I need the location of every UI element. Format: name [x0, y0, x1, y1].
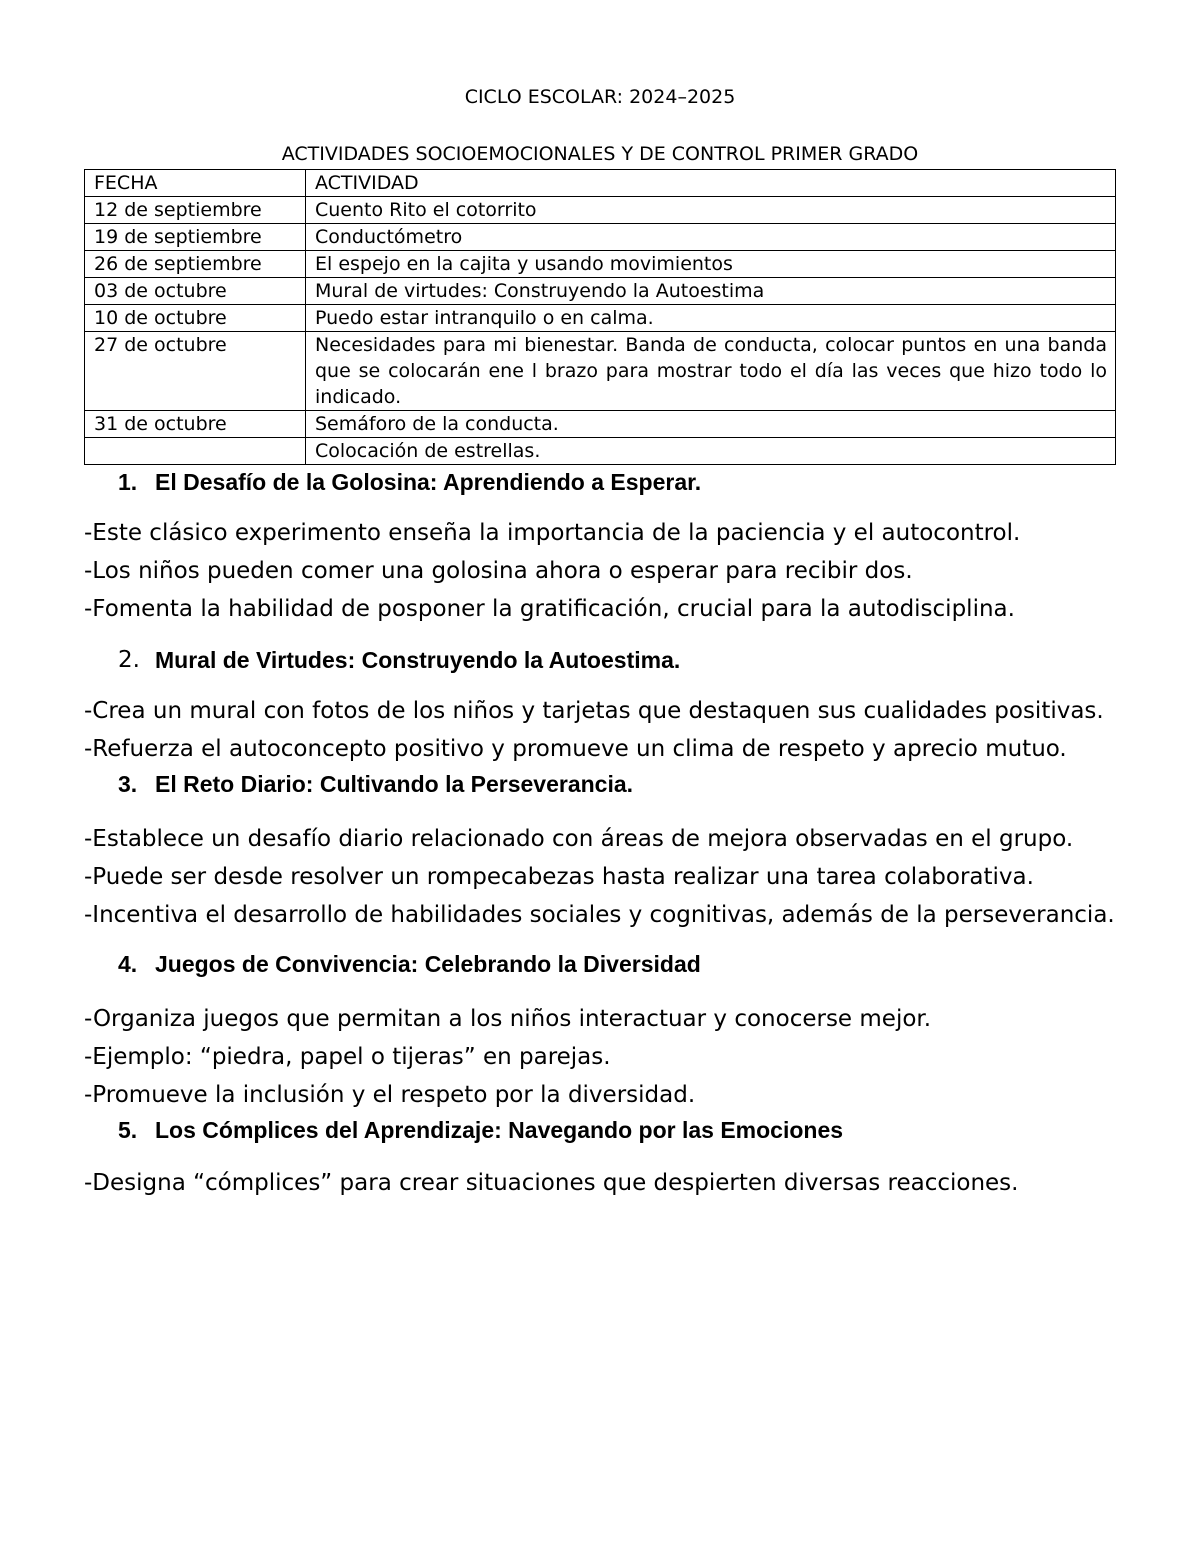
section-paragraph: -Este clásico experimento enseña la importancia de la paciencia y el autocontrol.: [84, 520, 1021, 546]
section-heading: [84, 644, 1124, 676]
section-number: 2.: [118, 647, 140, 673]
date-cell: [85, 438, 306, 465]
activity-sections: [84, 466, 1124, 1202]
activity-cell: Cuento Rito el cotorrito: [306, 197, 1116, 224]
section-heading: [84, 768, 1124, 800]
table-title: ACTIVIDADES SOCIOEMOCIONALES Y DE CONTROL PRIMER GRADO: [281, 143, 919, 165]
table-row: [85, 278, 1116, 305]
date-cell: 31 de octubre: [85, 411, 306, 438]
section-paragraph: -Fomenta la habilidad de posponer la gratificación, crucial para la autodisciplina.: [84, 596, 1015, 622]
activity-cell: El espejo en la cajita y usando movimientos: [306, 251, 1116, 278]
section-paragraph: -Ejemplo: “piedra, papel o tijeras” en parejas.: [84, 1044, 611, 1070]
section-paragraph: -Designa “cómplices” para crear situaciones que despierten diversas reacciones.: [84, 1170, 1019, 1196]
table-row: [85, 411, 1116, 438]
date-cell: 19 de septiembre: [85, 224, 306, 251]
section-title: Mural de Virtudes: Construyendo la Autoestima.: [155, 647, 681, 673]
section-title: Juegos de Convivencia: Celebrando la Diversidad: [155, 951, 701, 977]
column-header-activity: ACTIVIDAD: [306, 170, 1116, 197]
table-row: [85, 332, 1116, 411]
section-heading: [84, 1114, 1124, 1146]
section-heading: [84, 948, 1124, 980]
section-number: 3.: [118, 771, 138, 797]
section-paragraph: -Incentiva el desarrollo de habilidades sociales y cognitivas, además de la perseverancia.: [84, 902, 1115, 928]
section-paragraph: -Crea un mural con fotos de los niños y tarjetas que destaquen sus cualidades positivas.: [84, 698, 1104, 724]
activities-table: [84, 169, 1116, 465]
date-cell: 03 de octubre: [85, 278, 306, 305]
activity-cell: Mural de virtudes: Construyendo la Autoestima: [306, 278, 1116, 305]
section-paragraph: -Refuerza el autoconcepto positivo y promueve un clima de respeto y aprecio mutuo.: [84, 736, 1067, 762]
activity-cell: Colocación de estrellas.: [306, 438, 1116, 465]
column-header-date: FECHA: [85, 170, 306, 197]
section-paragraph: -Los niños pueden comer una golosina ahora o esperar para recibir dos.: [84, 558, 913, 584]
section-heading: [84, 466, 1124, 498]
section-title: El Reto Diario: Cultivando la Perseverancia.: [155, 771, 634, 797]
school-cycle-title: CICLO ESCOLAR: 2024–2025: [464, 86, 736, 108]
date-cell: 10 de octubre: [85, 305, 306, 332]
section-paragraph: -Promueve la inclusión y el respeto por la diversidad.: [84, 1082, 696, 1108]
date-cell: 27 de octubre: [85, 332, 306, 411]
table-row: [85, 224, 1116, 251]
date-cell: 26 de septiembre: [85, 251, 306, 278]
table-row: [85, 197, 1116, 224]
table-row: [85, 251, 1116, 278]
date-cell: 12 de septiembre: [85, 197, 306, 224]
section-number: 4.: [118, 951, 138, 977]
section-number: 1.: [118, 469, 138, 495]
activity-cell: Puedo estar intranquilo o en calma.: [306, 305, 1116, 332]
activity-cell: Semáforo de la conducta.: [306, 411, 1116, 438]
section-paragraph: -Establece un desafío diario relacionado con áreas de mejora observadas en el grupo.: [84, 826, 1074, 852]
section-title: El Desafío de la Golosina: Aprendiendo a Esperar.: [155, 469, 702, 495]
activity-cell: Conductómetro: [306, 224, 1116, 251]
activity-cell: Necesidades para mi bienestar. Banda de conducta, colocar puntos en una banda que se colocarán ene l brazo para mostrar todo el día las veces que hizo todo lo indicado.: [306, 332, 1116, 411]
section-paragraph: -Organiza juegos que permitan a los niños interactuar y conocerse mejor.: [84, 1006, 932, 1032]
section-title: Los Cómplices del Aprendizaje: Navegando por las Emociones: [155, 1117, 844, 1143]
table-header-row: [85, 170, 1116, 197]
table-row: [85, 305, 1116, 332]
table-row: [85, 438, 1116, 465]
section-number: 5.: [118, 1117, 138, 1143]
section-paragraph: -Puede ser desde resolver un rompecabezas hasta realizar una tarea colaborativa.: [84, 864, 1034, 890]
